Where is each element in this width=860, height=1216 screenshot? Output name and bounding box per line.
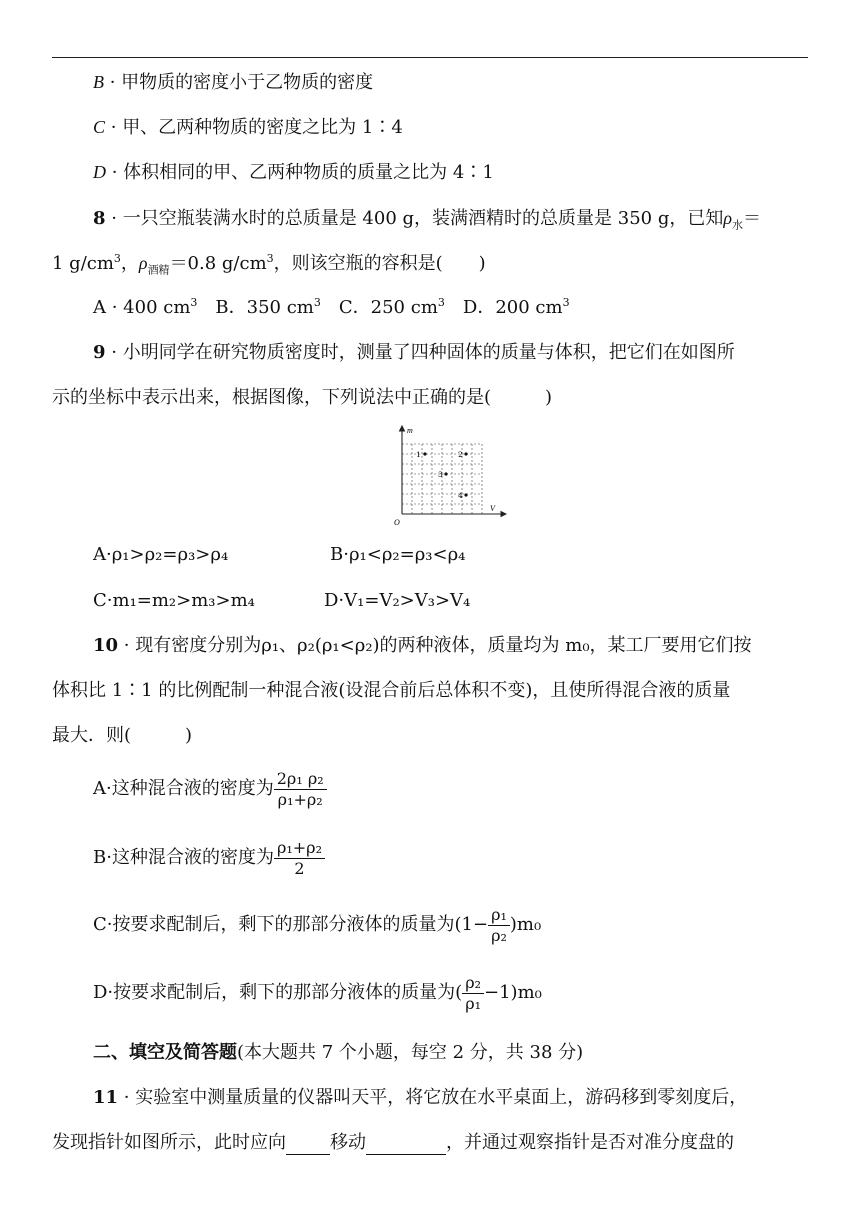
x-axis-label: V	[490, 504, 495, 513]
q9-option-d: D·V₁=V₂>V₃>V₄	[324, 590, 471, 611]
q11-number: 11	[93, 1087, 119, 1108]
point-1-label: 1	[416, 450, 421, 459]
q11-blank-2[interactable]	[366, 1136, 446, 1155]
section2-heading: 二、填空及简答题(本大题共 7 个小题，每空 2 分，共 38 分)	[93, 1042, 584, 1063]
q7-option-d: D · 体积相同的甲、乙两种物质的质量之比为 4∶1	[93, 162, 494, 183]
q9-line1: 9 · 小明同学在研究物质密度时，测量了四种固体的质量与体积，把它们在如图所	[93, 342, 735, 363]
point-4-label: 4	[458, 491, 463, 500]
q9-option-c: C·m₁=m₂>m₃>m₄	[93, 590, 255, 611]
point-1	[423, 452, 426, 455]
header-rule	[52, 57, 808, 58]
q10-number: 10	[93, 635, 119, 656]
graph-grid	[402, 444, 482, 514]
q10-line2: 体积比 1∶1 的比例配制一种混合液(设混合前后总体积不变)，且使所得混合液的质量	[52, 680, 731, 701]
q11-blank-1[interactable]	[286, 1136, 330, 1155]
q9-number: 9	[93, 342, 106, 363]
q9-option-a: A·ρ₁>ρ₂=ρ₃>ρ₄	[93, 544, 229, 565]
q10-option-c: C·按要求配制后，剩下的那部分液体的质量为(1− $\frac{\text{ρ₁}}{\text{ρ₂}}$ )m₀	[93, 904, 542, 945]
q10-line1: 10 · 现有密度分别为ρ₁、ρ₂(ρ₁<ρ₂)的两种液体，质量均为 m₀，某工厂要用它们按	[93, 635, 752, 656]
q10-line3: 最大．则( )	[52, 725, 193, 746]
q11-line2: 发现指针如图所示，此时应向 移动 ，并通过观察指针是否对准分度盘的	[52, 1132, 734, 1153]
q10-option-b: B·这种混合液的密度为 $\frac{\text{ρ₁+ρ₂}}{2}$	[93, 834, 325, 882]
q8-options: A · 400 $cm^3$ B．350 $cm^3$ C．250 $cm^3$ D．200 $cm^3$	[93, 296, 570, 318]
y-axis-label: m	[407, 426, 413, 435]
point-2-label: 2	[458, 450, 463, 459]
q7-option-c: C · 甲、乙两种物质的密度之比为 1∶4	[93, 117, 403, 138]
point-2	[464, 452, 467, 455]
q10-option-d: D·按要求配制后，剩下的那部分液体的质量为( $\frac{\text{ρ₂}}{\text{ρ₁}}$ −1)m₀	[93, 972, 542, 1013]
q7-option-b: B · 甲物质的密度小于乙物质的密度	[93, 72, 374, 93]
point-3-label: 3	[438, 470, 443, 479]
mass-volume-graph	[392, 422, 510, 530]
point-3	[444, 472, 447, 475]
q8-line2: 1 $g/cm^3$，$\rho_{酒精}=0.8$ $g/cm^3$，则该空瓶的容积是( )	[52, 252, 486, 277]
origin-label: O	[394, 518, 400, 527]
q8-number: 8	[93, 208, 106, 229]
q9-line2: 示的坐标中表示出来，根据图像，下列说法中正确的是( )	[52, 387, 553, 408]
q11-line1: 11 · 实验室中测量质量的仪器叫天平，将它放在水平桌面上，游码移到零刻度后，	[93, 1087, 748, 1108]
q9-option-b: B·ρ₁<ρ₂=ρ₃<ρ₄	[330, 544, 466, 565]
point-4	[464, 493, 467, 496]
q10-option-a: A·这种混合液的密度为 $\frac{\text{2ρ₁ ρ₂}}{\text{ρ₁+ρ₂}}$	[93, 765, 327, 813]
q8-line1: 8 · 一只空瓶装满水时的总质量是 400 g，装满酒精时的总质量是 350 g，已知$\rho_水=$	[93, 208, 761, 232]
